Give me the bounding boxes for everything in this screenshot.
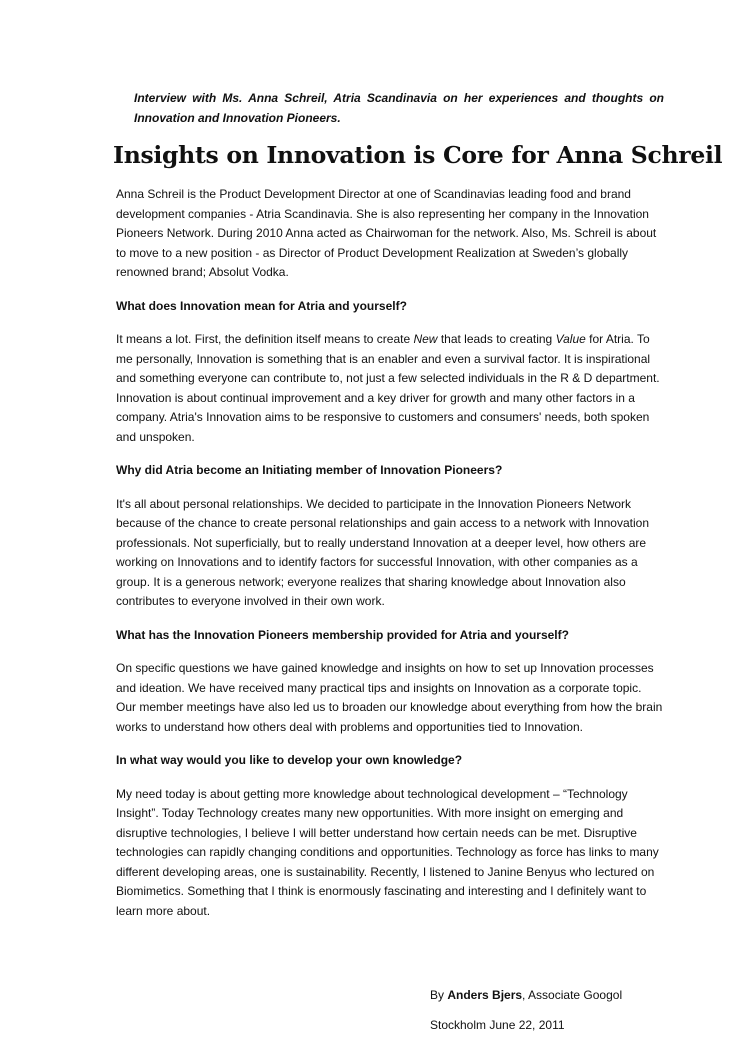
article-body	[116, 185, 664, 935]
question-2: Why did Atria become an Initiating member of Innovation Pioneers?	[116, 463, 503, 477]
answer-1-emphasis-value: Value	[555, 332, 586, 346]
byline-author: Anders Bjers	[447, 988, 523, 1002]
byline-suffix: , Associate Googol	[522, 988, 623, 1002]
answer-1-part-3: for Atria. To me personally, Innovation is something that is an enabler and even a survival factor. It is inspirational and something everyone can contribute to, not just a few selected individuals in the R & D department. Innovation is about continual improvement and a key driver for growth and many other factors in a company. Atria's Innovation aims to be responsive to customers and consumers' needs, both spoken and unspoken.	[116, 332, 660, 444]
question-3: What has the Innovation Pioneers membership provided for Atria and yourself?	[116, 627, 569, 642]
answer-1	[116, 330, 664, 447]
answer-2: It's all about personal relationships. We decided to participate in the Innovation Pioneers Network because of the chance to create personal relationships and gain access to a network with Innovation professionals. Not superficially, but to really understand Innovation at a deeper level, how others are working on Innovations and to identify factors for successful Innovation, with other companies as a group. It is a generous network; everyone realizes that sharing knowledge about Innovation also contributes to everyone involved in their own work.	[116, 496, 649, 608]
bio-paragraph: Anna Schreil is the Product Development Director at one of Scandinavias leading food and brand development companies - Atria Scandinavia. She is also representing her company in the Innovation Pioneers Network. During 2010 Anna acted as Chairwoman for the network. Also, Ms. Schreil is about to move to a new position - as Director of Product Development Realization at Sweden’s globally renowned brand; Absolut Vodka.	[116, 187, 657, 279]
page-title: Insights on Innovation is Core for Anna Schreil	[113, 141, 723, 169]
answer-3: On specific questions we have gained knowledge and insights on how to set up Innovation processes and ideation. We have received many practical tips and insights on Innovation as a corporate topic. Our member meetings have also led us to broaden our knowledge about everything from how the brain works to understand how others deal with problems and opportunities tied to Innovation.	[116, 661, 663, 734]
intro-text: Interview with Ms. Anna Schreil, Atria Scandinavia on her experiences and thoughts on Innovation and Innovation Pioneers.	[134, 91, 664, 125]
question-4: In what way would you like to develop your own knowledge?	[116, 753, 463, 767]
answer-1-emphasis-new: New	[413, 332, 438, 346]
byline-prefix: By	[430, 988, 448, 1002]
dateline: Stockholm June 22, 2011	[430, 1018, 565, 1032]
byline	[430, 986, 622, 1004]
answer-1-part-1: It means a lot. First, the definition itself means to create	[116, 332, 414, 346]
question-1: What does Innovation mean for Atria and yourself?	[116, 298, 407, 313]
answer-4: My need today is about getting more knowledge about technological development – “Technology Insight”. Today Technology creates many new opportunities. With more insight on emerging and disruptive technologies, I believe I will better understand how certain needs can be met. Disruptive technologies can rapidly changing conditions and opportunities. Technology as force has links to many different developing areas, one is sustainability. Recently, I listened to Janine Benyus who lectured on Biomimetics. Something that I think is enormously fascinating and interesting and I definitely want to learn more about.	[116, 786, 659, 918]
answer-1-part-2: that leads to creating	[437, 332, 556, 346]
